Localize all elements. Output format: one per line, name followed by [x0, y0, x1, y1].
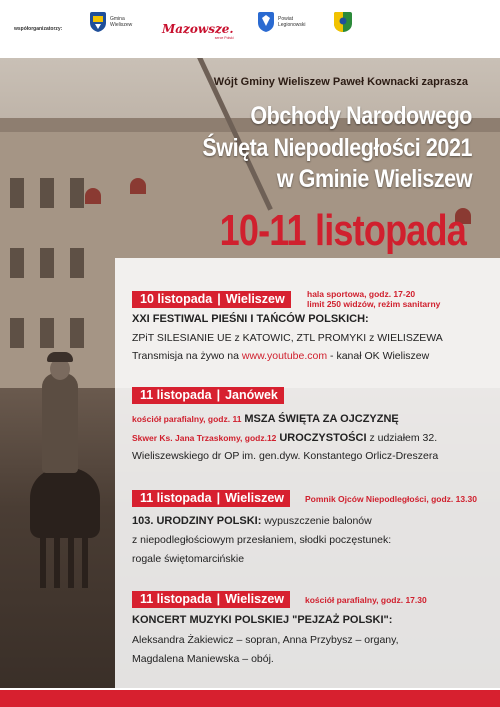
event-2-mass-place: kościół parafialny, godz. 11	[132, 414, 242, 424]
photo-rider	[42, 373, 78, 473]
event-4-separator: |	[216, 592, 221, 606]
event-4-line-1: Aleksandra Żakiewicz – sopran, Anna Przybysz – organy,	[132, 634, 399, 646]
event-1-line-2a: Transmisja na żywo na	[132, 350, 242, 362]
photo-window	[70, 318, 84, 348]
event-3-separator: |	[216, 491, 221, 505]
gmina-crest-icon	[90, 12, 106, 32]
event-2-line-2: Wieliszewskiego dr OP im. gen.dyw. Konstantego Orlicz-Dreszera	[132, 450, 439, 462]
event-3-venue-note: Pomnik Ojców Niepodległości, godz. 13.30	[305, 494, 477, 504]
event-3-line-1: z niepodległościowym przesłaniem, słodki poczęstunek:	[132, 534, 392, 546]
event-2-mass-line	[132, 413, 399, 425]
event-2-square-title: UROCZYSTOŚCI	[279, 432, 367, 444]
event-dates: 10-11 listopada	[219, 206, 466, 255]
event-1-line-1: ZPiT SILESIANIE UE z KATOWIC, ZTL PROMYKI z WIELISZEWA	[132, 332, 443, 344]
event-1-separator: |	[217, 292, 221, 306]
event-4-line-2: Magdalena Maniewska – obój.	[132, 653, 274, 665]
gmina-flag-icon	[334, 12, 352, 32]
co-organizers-label: współorganizatorzy:	[14, 26, 63, 32]
gmina-logo-text: Gmina Wieliszew	[110, 16, 133, 28]
event-2-date: 11 listopada	[140, 388, 212, 402]
event-1-venue-note-1: hala sportowa, godz. 17-20	[307, 289, 416, 299]
title-line-1: Obchody Narodowego	[250, 102, 472, 130]
invitation-line: Wójt Gminy Wieliszew Paweł Kownacki zaprasza	[213, 76, 468, 88]
event-2-mass-title: MSZA ŚWIĘTA ZA OJCZYZNĘ	[244, 413, 399, 425]
event-2-square-line	[132, 432, 437, 444]
photo-window	[40, 248, 54, 278]
photo-window	[10, 318, 24, 348]
event-2-place: Janówek	[225, 388, 278, 402]
event-1-title: XXI FESTIWAL PIEŚNI I TAŃCÓW POLSKICH:	[132, 313, 369, 325]
event-2-band	[132, 387, 284, 404]
title-line-2: Święta Niepodległości 2021	[202, 134, 472, 162]
title-line-3: w Gminie Wieliszew	[276, 165, 472, 193]
event-2-separator: |	[216, 388, 221, 402]
gmina-logo	[90, 12, 132, 32]
event-1-date: 10 listopada	[140, 292, 213, 306]
photo-rider-cap	[47, 352, 73, 362]
event-3-line-2: rogale świętomarcińskie	[132, 553, 245, 565]
youtube-link[interactable]: www.youtube.com	[241, 350, 328, 362]
powiat-crest-icon	[258, 12, 274, 32]
event-4-band	[132, 591, 290, 608]
photo-window	[10, 178, 24, 208]
event-3-place: Wieliszew	[225, 491, 284, 505]
event-1-line-2b: - kanał OK Wieliszew	[327, 350, 430, 362]
event-1-venue-note-2: limit 250 widzów, reżim sanitarny	[307, 299, 441, 309]
photo-window	[40, 318, 54, 348]
event-3-title-tail: wypuszczenie balonów	[261, 515, 372, 527]
event-2-square-tail: z udziałem 32.	[366, 432, 438, 444]
event-1-line-2	[132, 350, 429, 362]
event-3-title: 103. URODZINY POLSKI:	[132, 515, 262, 527]
photo-window	[40, 178, 54, 208]
event-4-place: Wieliszew	[225, 592, 284, 606]
event-4-title: KONCERT MUZYKI POLSKIEJ "PEJZAŻ POLSKI":	[132, 614, 393, 626]
photo-window	[10, 248, 24, 278]
event-3-title-line	[132, 515, 372, 527]
event-3-band	[132, 490, 290, 507]
bottom-band	[0, 690, 500, 707]
event-2-square-place: Skwer Ks. Jana Trzaskomy, godz.12	[132, 433, 277, 443]
sponsor-strip	[0, 0, 500, 58]
event-1-place: Wieliszew	[225, 292, 285, 306]
powiat-logo-text: Powiat Legionowski	[278, 16, 306, 28]
mazowsze-tagline: serce Polski	[214, 36, 234, 40]
event-1-band	[132, 291, 291, 308]
event-4-date: 11 listopada	[140, 592, 212, 606]
event-4-venue-note: kościół parafialny, godz. 17.30	[305, 595, 427, 605]
event-3-date: 11 listopada	[140, 491, 212, 505]
photo-window	[70, 248, 84, 278]
mazowsze-logo	[162, 22, 234, 40]
photo-horse-legs	[40, 528, 90, 588]
powiat-logo	[258, 12, 306, 32]
gmina-flag-logo	[334, 12, 352, 32]
mazowsze-wordmark: Mazowsze.	[162, 22, 234, 36]
